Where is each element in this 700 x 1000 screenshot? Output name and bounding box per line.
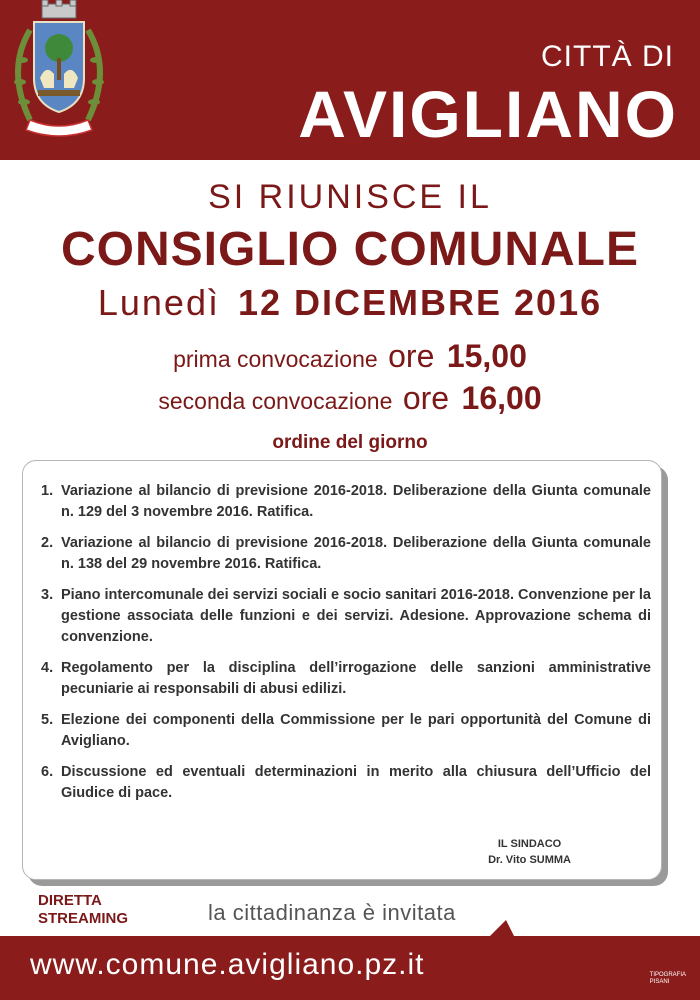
agenda-item-text: Variazione al bilancio di previsione 2016-2018. Deliberazione della Giunta comunale n. 138 del 29 novembre 2016. Ratifica. [61, 535, 651, 572]
second-call [0, 380, 700, 417]
agenda-item-text: Regolamento per la disciplina dell’irrogazione delle sanzioni amministrative pecuniarie ai responsabili di abusi edilizi. [61, 660, 651, 697]
website-link[interactable]: www.comune.avigliano.pz.it [30, 948, 425, 981]
first-call [0, 338, 700, 375]
agenda-item [41, 762, 651, 804]
agenda-box [22, 460, 662, 880]
city-prefix: CITTÀ DI [541, 40, 674, 73]
agenda-list [41, 481, 651, 814]
agenda-item-text: Discussione ed eventuali determinazioni in merito alla chiusura dell’Ufficio del Giudice di pace. [61, 764, 651, 801]
agenda-item [41, 533, 651, 575]
agenda-item-number: 5. [41, 712, 54, 728]
agenda-item-number: 2. [41, 535, 54, 551]
invitation-text: la cittadinanza è invitata [208, 900, 456, 925]
agenda-item-text: Variazione al bilancio di previsione 2016-2018. Deliberazione della Giunta comunale n. 129 del 3 novembre 2016. Ratifica. [61, 483, 651, 520]
agenda-item-number: 4. [41, 660, 54, 676]
first-call-ore: ore [388, 338, 435, 374]
second-call-ore: ore [402, 380, 450, 416]
signature [488, 836, 571, 868]
streaming-line1: DIRETTA [38, 892, 102, 909]
signature-name: Dr. Vito SUMMA [488, 854, 571, 866]
printer-line1: TIPOGRAFIA [649, 972, 686, 978]
city-name: AVIGLIANO [298, 77, 678, 151]
agenda-item [41, 481, 651, 523]
meeting-date [0, 282, 700, 324]
meeting-date-value: 12 DICEMBRE 2016 [237, 282, 603, 323]
coat-of-arms-icon [0, 0, 118, 140]
meeting-day: Lunedì [97, 282, 220, 323]
agenda-heading: ordine del giorno [272, 432, 428, 453]
first-call-time: 15,00 [446, 338, 527, 374]
page-title: CONSIGLIO COMUNALE [61, 223, 639, 276]
agenda-item [41, 585, 651, 648]
agenda-item [41, 710, 651, 752]
agenda-item-number: 6. [41, 764, 54, 780]
agenda-item [41, 658, 651, 700]
first-call-label: prima convocazione [173, 346, 378, 372]
agenda-item-number: 3. [41, 587, 54, 603]
second-call-label: seconda convocazione [158, 388, 393, 414]
printer-logo-icon [650, 972, 686, 986]
intro-text: SI RIUNISCE IL [208, 178, 492, 216]
header-banner [0, 0, 700, 160]
printer-line2: PISANI [649, 979, 670, 985]
agenda-item-number: 1. [41, 483, 54, 499]
agenda-item-text: Elezione dei componenti della Commissione per le pari opportunità del Comune di Avigliano. [61, 712, 651, 749]
signature-role: IL SINDACO [497, 838, 562, 850]
streaming-line2: STREAMING [38, 910, 128, 927]
agenda-item-text: Piano intercomunale dei servizi sociali e socio sanitari 2016-2018. Convenzione per la gestione associata delle funzioni e dei servizi. Adesione. Approvazione schema di convenzione. [61, 587, 651, 645]
second-call-time: 16,00 [461, 380, 542, 416]
